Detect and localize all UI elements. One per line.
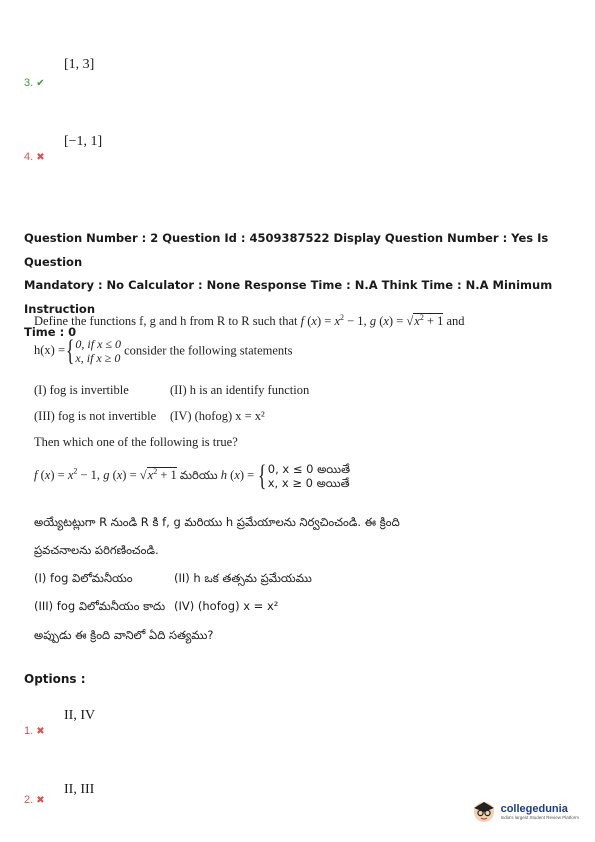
te-line-1: అయ్యేటట్లుగా R నుండి R కి f, g మరియు h ప్రమేయాలను నిర్వచించండి. ఈ క్రింది [34, 515, 400, 529]
meta-line-3: Time : 0 [24, 325, 77, 339]
option-2 [24, 794, 45, 806]
collegedunia-logo [471, 798, 579, 824]
question-ask: Then which one of the following is true? [34, 435, 238, 449]
cross-icon: ✖ [36, 795, 45, 806]
option-3-value: [1, 3] [64, 57, 95, 72]
cross-icon: ✖ [36, 152, 45, 163]
option-2-number: 2. [24, 794, 34, 806]
option-4 [24, 151, 45, 163]
te-statement-4: (IV) (hofog) x = x² [174, 599, 279, 613]
h-label: h(x) = [34, 342, 65, 357]
te-mariyu: మరియు [179, 467, 218, 482]
h-definition: h(x) ={0, if x ≤ 0 x, if x ≥ 0 consider the following statements [34, 334, 293, 367]
logo-tagline: India's largest Student Review Platform [500, 814, 579, 820]
te-statement-1: (I) fog విలోమనీయం [34, 571, 133, 585]
statement-3: (III) fog is not invertible [34, 409, 157, 423]
te-ask: అప్పుడు ఈ క్రింది వానిలో ఏది సత్యము? [34, 628, 214, 642]
meta-line-1: Question Number : 2 Question Id : 4509387522 Display Question Number : Yes Is Question [24, 231, 549, 269]
question-define-line: Define the functions f, g and h from R to R such that f $(x) = x^2 - 1$, g $(x) = √x^2 + 1$ and [34, 313, 465, 329]
and-text: and [446, 314, 465, 329]
mascot-icon [471, 798, 497, 824]
option-2-value: II, III [64, 782, 95, 797]
statement-2: (II) h is an identify function [170, 383, 310, 397]
te-case-2: x, x ≥ 0 అయితే [267, 476, 350, 490]
te-case-1: 0, x ≤ 0 అయితే [267, 462, 351, 476]
options-label: Options : [24, 672, 86, 686]
option-4-value: [−1, 1] [64, 134, 103, 149]
logo-name: collegedunia [500, 802, 568, 815]
te-statement-2: (II) h ఒక తత్సమ ప్రమేయము [174, 571, 312, 585]
cross-icon: ✖ [36, 726, 45, 737]
option-1-number: 1. [24, 725, 34, 737]
option-4-number: 4. [24, 151, 34, 163]
option-3-number: 3. [24, 77, 34, 89]
option-3 [24, 77, 45, 89]
define-text: Define the functions f, g and h from R to R such that [34, 314, 298, 329]
consider-text: consider the following statements [124, 343, 293, 358]
statement-4: (IV) (hofog) x = x² [170, 409, 265, 423]
case-2: x, if x ≥ 0 [75, 351, 121, 365]
meta-line-2: Mandatory : No Calculator : None Response Time : N.A Think Time : N.A Minimum Instruction [24, 278, 553, 316]
case-1: 0, if x ≤ 0 [75, 337, 121, 351]
option-1-value: II, IV [64, 708, 96, 723]
option-1 [24, 725, 45, 737]
telugu-functions: f $(x) = x^2 - 1$, g $(x) = √x^2 + 1$ మరియు h (x) = {0, x ≤ 0 అయితే x, x ≥ 0 అయితే [34, 459, 351, 492]
check-icon: ✔ [36, 78, 45, 89]
te-statement-3: (III) fog విలోమనీయం కాదు [34, 599, 166, 613]
te-line-2: ప్రవచనాలను పరిగణించండి. [34, 543, 159, 557]
statement-1: (I) fog is invertible [34, 383, 129, 397]
